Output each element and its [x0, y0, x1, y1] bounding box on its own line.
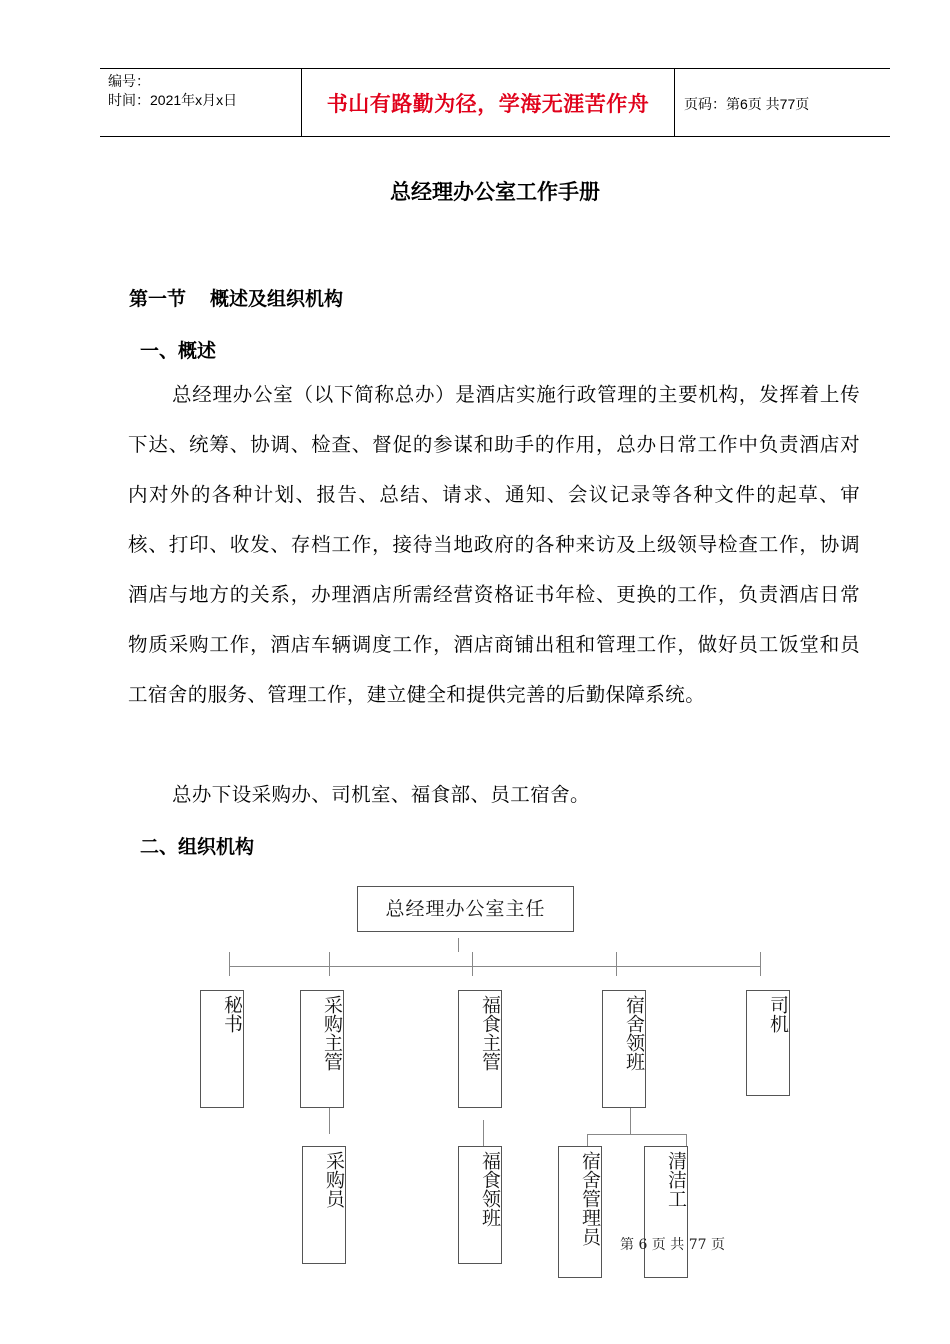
org-box-driver: 司机: [746, 990, 790, 1096]
header-bottom-rule: [100, 136, 890, 137]
org-box-purchaser: 采购员: [302, 1146, 346, 1264]
connector-line: [229, 966, 761, 967]
org-box-catering-foreman: 福食领班: [458, 1146, 502, 1264]
section-number: 第一节: [129, 288, 187, 310]
section-name: 概述及组织机构: [210, 288, 344, 310]
connector-line: [472, 952, 473, 976]
org-box-dormitory-foreman: 宿舍领班: [602, 990, 646, 1108]
org-box-chief: 总经理办公室主任: [357, 886, 574, 932]
connector-line: [587, 1134, 686, 1135]
connector-line: [329, 1106, 330, 1134]
serial-label: 编号：: [108, 73, 150, 89]
org-box-catering-supervisor: 福食主管: [458, 990, 502, 1108]
overview-heading: 一、概述: [140, 340, 217, 362]
connector-line: [229, 952, 230, 976]
connector-line: [616, 952, 617, 976]
header-divider: [674, 68, 675, 136]
org-box-dormitory-manager: 宿舍管理员: [558, 1146, 602, 1278]
footer-page-number: 第 6 页 共 77 页: [620, 1237, 725, 1253]
org-heading: 二、组织机构: [140, 836, 255, 858]
org-box-secretary: 秘书: [200, 990, 244, 1108]
connector-line: [630, 1106, 631, 1134]
connector-line: [686, 1134, 687, 1146]
time-label: 时间：2021年x月x日: [108, 92, 238, 108]
section-heading: [129, 284, 343, 311]
org-box-cleaner: 清洁工: [644, 1146, 688, 1278]
page-info: 页码：第6页 共77页: [684, 96, 810, 112]
header-motto: 书山有路勤为径，学海无涯苦作舟: [326, 92, 650, 116]
connector-line: [329, 952, 330, 976]
overview-paragraph: 总经理办公室（以下简称总办）是酒店实施行政管理的主要机构，发挥着上传下达、统筹、协调、检查、督促的参谋和助手的作用，总办日常工作中负责酒店对内对外的各种计划、报告、总结、请求、通知、会议记录等各种文件的起草、审核、打印、收发、存档工作，接待当地政府的各种来访及上级领导检查工作，协调酒店与地方的关系，办理酒店所需经营资格证书年检、更换的工作，负责酒店日常物质采购工作，酒店车辆调度工作，酒店商铺出租和管理工作，做好员工饭堂和员工宿舍的服务、管理工作，建立健全和提供完善的后勤保障系统。: [128, 383, 860, 706]
org-box-purchasing-supervisor: 采购主管: [300, 990, 344, 1108]
connector-line: [458, 938, 459, 952]
overview-subunits: 总办下设采购办、司机室、福食部、员工宿舍。: [172, 783, 590, 806]
connector-line: [760, 952, 761, 976]
header-top-rule: [100, 68, 890, 69]
connector-line: [483, 1120, 484, 1146]
connector-line: [587, 1134, 588, 1146]
document-title: 总经理办公室工作手册: [390, 180, 600, 204]
